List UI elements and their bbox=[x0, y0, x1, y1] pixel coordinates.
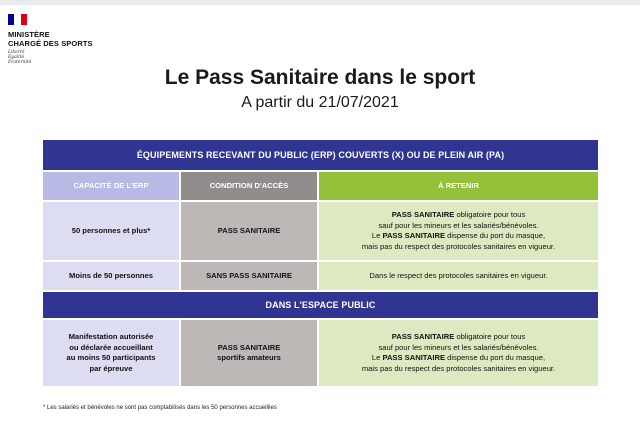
page-subtitle: A partir du 21/07/2021 bbox=[241, 94, 399, 111]
ministry-name-line1: MINISTÈRE bbox=[8, 30, 50, 39]
page-title: Le Pass Sanitaire dans le sport bbox=[164, 66, 476, 89]
column-headers-row bbox=[43, 172, 598, 200]
ministry-name-line2: CHARGÉ DES SPORTS bbox=[8, 39, 93, 48]
capacity-cell: 50 personnes et plus* bbox=[43, 202, 179, 260]
republic-motto bbox=[8, 50, 93, 66]
header-condition: CONDITION D'ACCÈS bbox=[181, 172, 317, 200]
condition-cell: SANS PASS SANITAIRE bbox=[181, 262, 317, 290]
capacity-cell: Moins de 50 personnes bbox=[43, 262, 179, 290]
table-row bbox=[43, 202, 598, 260]
table-row bbox=[43, 320, 598, 386]
french-flag-icon bbox=[8, 14, 27, 25]
top-strip bbox=[0, 0, 640, 5]
footnote: * Les salariés et bénévoles ne sont pas comptabilisés dans les 50 personnes accueillies bbox=[43, 405, 277, 411]
motto-egalite: Égalité bbox=[8, 55, 25, 61]
header-capacity: CAPACITÉ DE L'ERP bbox=[43, 172, 179, 200]
ministry-logo bbox=[8, 14, 93, 66]
header-retain: À RETENIR bbox=[319, 172, 598, 200]
table-row bbox=[43, 262, 598, 290]
retain-cell: PASS SANITAIRE obligatoire pour tous sauf pour les mineurs et les salariés/bénévoles. Le PASS SANITAIRE dispense du port du masque, mais pas du respect des protocoles sanitaires en vigueur. bbox=[319, 202, 598, 260]
section-header-public-space: DANS L'ESPACE PUBLIC bbox=[43, 292, 598, 318]
retain-cell: Dans le respect des protocoles sanitaires en vigueur. bbox=[319, 262, 598, 290]
retain-cell: PASS SANITAIRE obligatoire pour tous sauf pour les mineurs et les salariés/bénévoles. Le PASS SANITAIRE dispense du port du masque, mais pas du respect des protocoles sanitaires en vigueur. bbox=[319, 320, 598, 386]
motto-liberte: Liberté bbox=[8, 50, 25, 55]
condition-cell: PASS SANITAIRE bbox=[181, 202, 317, 260]
motto-fraternite: Fraternité bbox=[8, 60, 32, 66]
section-header-erp: ÉQUIPEMENTS RECEVANT DU PUBLIC (ERP) COUVERTS (X) OU DE PLEIN AIR (PA) bbox=[43, 140, 598, 170]
capacity-cell: Manifestation autorisée ou déclarée accueillant au moins 50 participants par épreuve bbox=[43, 320, 179, 386]
pass-sanitaire-table bbox=[43, 140, 598, 386]
condition-cell: PASS SANITAIRE sportifs amateurs bbox=[181, 320, 317, 386]
